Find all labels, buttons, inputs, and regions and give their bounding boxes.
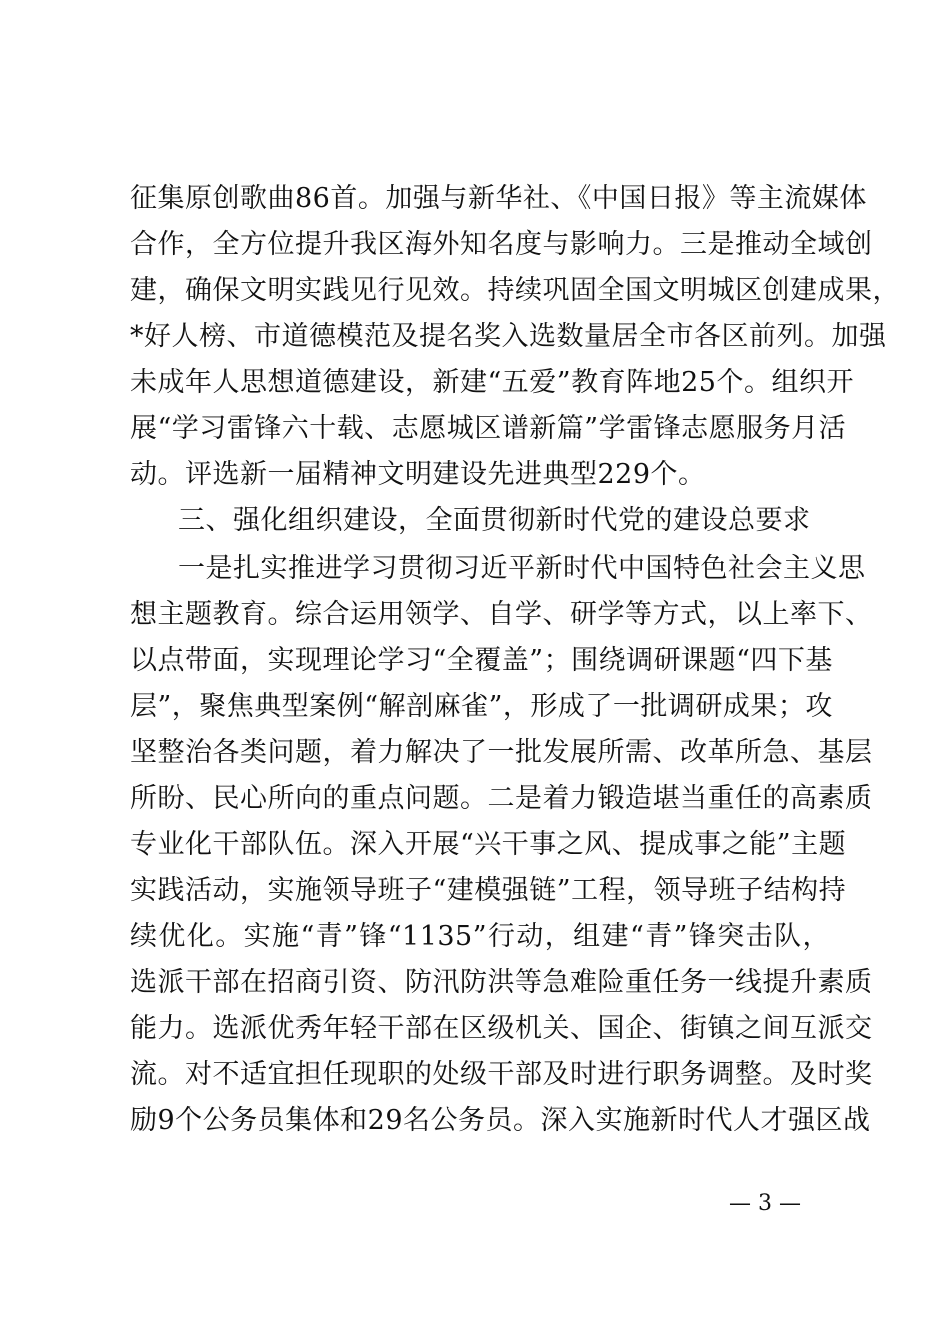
paragraph-1-line-5: 未成年人思想道德建设，新建“五爱”教育阵地25个。组织开 — [130, 367, 854, 398]
paragraph-2-line-3: 以点带面，实现理论学习“全覆盖”；围绕调研课题“四下基 — [130, 645, 833, 676]
paragraph-2-line-4: 层”，聚焦典型案例“解剖麻雀”，形成了一批调研成果；攻 — [130, 691, 833, 722]
paragraph-1-line-4: *好人榜、市道德模范及提名奖入选数量居全市各区前列。加强 — [130, 321, 887, 352]
paragraph-2-line-12: 流。对不适宜担任现职的处级干部及时进行职务调整。及时奖 — [130, 1059, 873, 1090]
paragraph-1-line-3: 建，确保文明实践见行见效。持续巩固全国文明城区创建成果， — [130, 275, 900, 306]
paragraph-2-line-7: 专业化干部队伍。深入开展“兴干事之风、提成事之能”主题 — [130, 829, 847, 860]
paragraph-1-line-7: 动。评选新一届精神文明建设先进典型229个。 — [130, 459, 706, 490]
paragraph-2-line-1: 一是扎实推进学习贯彻习近平新时代中国特色社会主义思 — [178, 553, 866, 584]
paragraph-2-line-13: 励9个公务员集体和29名公务员。深入实施新时代人才强区战 — [130, 1105, 871, 1136]
paragraph-2-line-5: 坚整治各类问题，着力解决了一批发展所需、改革所急、基层 — [130, 737, 873, 768]
paragraph-2-line-9: 续优化。实施“青”锋“1135”行动，组建“青”锋突击队， — [130, 921, 830, 952]
paragraph-2-line-10: 选派干部在招商引资、防汛防洪等急难险重任务一线提升素质 — [130, 967, 873, 998]
paragraph-2-line-11: 能力。选派优秀年轻干部在区级机关、国企、街镇之间互派交 — [130, 1013, 873, 1044]
section-3-heading: 三、强化组织建设，全面贯彻新时代党的建设总要求 — [178, 505, 811, 536]
paragraph-2-line-2: 想主题教育。综合运用领学、自学、研学等方式，以上率下、 — [130, 599, 873, 630]
paragraph-2-line-8: 实践活动，实施领导班子“建模强链”工程，领导班子结构持 — [130, 875, 847, 906]
paragraph-1-line-1: 征集原创歌曲86首。加强与新华社、《中国日报》等主流媒体 — [130, 183, 867, 214]
paragraph-2-line-6: 所盼、民心所向的重点问题。二是着力锻造堪当重任的高素质 — [130, 783, 873, 814]
paragraph-1-line-2: 合作，全方位提升我区海外知名度与影响力。三是推动全域创 — [130, 229, 873, 260]
paragraph-1-line-6: 展“学习雷锋六十载、志愿城区谱新篇”学雷锋志愿服务月活 — [130, 413, 847, 444]
page-number: — 3 — — [729, 1191, 801, 1216]
